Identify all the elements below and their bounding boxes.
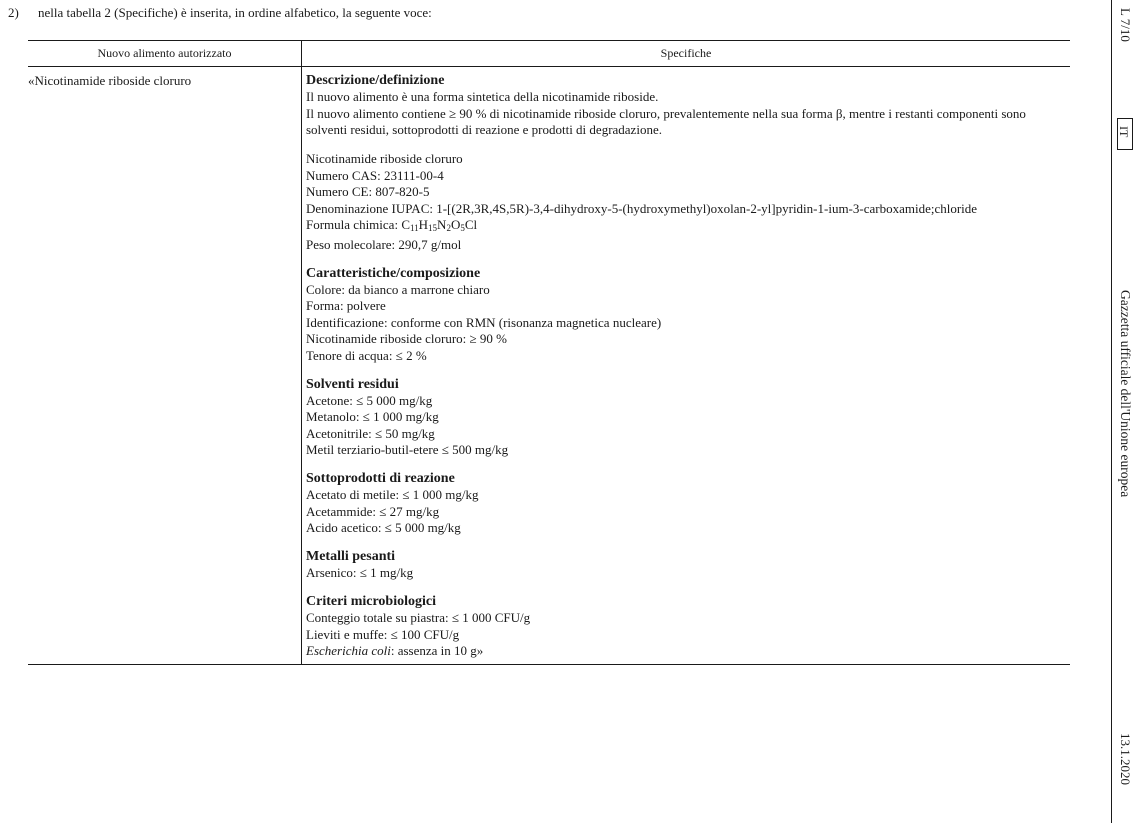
section-solventi bbox=[306, 377, 1070, 459]
formula-el: C bbox=[401, 217, 410, 232]
language-code: IT bbox=[1117, 126, 1131, 138]
spec-line: Tenore di acqua: ≤ 2 % bbox=[306, 347, 427, 363]
spec-line: Acido acetico: ≤ 5 000 mg/kg bbox=[306, 520, 461, 535]
specifications-cell bbox=[306, 73, 1070, 660]
page-reference: L 7/10 bbox=[1118, 8, 1133, 42]
spec-line: Conteggio totale su piastra: ≤ 1 000 CFU/g bbox=[306, 610, 531, 625]
section-title: Sottoprodotti di reazione bbox=[306, 471, 455, 486]
item-number: 2) bbox=[8, 5, 19, 20]
table-column-divider bbox=[301, 40, 302, 665]
header-novel-food: Nuovo alimento autorizzato bbox=[97, 46, 232, 60]
table-top-rule bbox=[28, 40, 1070, 41]
spec-line: Acetammide: ≤ 27 mg/kg bbox=[306, 503, 440, 519]
section-title: Caratteristiche/composizione bbox=[306, 265, 481, 281]
spec-line: Denominazione IUPAC: 1-[(2R,3R,4S,5R)-3,4-dihydroxy-5-(hydroxymethyl)oxolan-2-yl]pyridin-1-ium-3-carboxamide;chloride bbox=[306, 200, 978, 216]
section-sottoprodotti bbox=[306, 471, 1070, 537]
formula-sub: 2 bbox=[446, 223, 451, 233]
ecoli-line bbox=[306, 643, 1070, 660]
formula-el: O bbox=[450, 217, 461, 232]
spec-line: Metil terziario-butil-etere ≤ 500 mg/kg bbox=[306, 442, 509, 457]
spec-line: Metanolo: ≤ 1 000 mg/kg bbox=[306, 409, 439, 424]
journal-title: Gazzetta ufficiale dell'Unione europea bbox=[1118, 290, 1133, 498]
formula-sub: 5 bbox=[460, 223, 465, 233]
intro-text: nella tabella 2 (Specifiche) è inserita, in ordine alfabetico, la seguente voce: bbox=[38, 5, 432, 20]
section-descrizione bbox=[306, 73, 1070, 139]
table-bottom-rule bbox=[28, 664, 1070, 665]
section-title: Solventi residui bbox=[306, 376, 399, 392]
spec-line: Nicotinamide riboside cloruro bbox=[306, 151, 463, 166]
spec-line: Arsenico: ≤ 1 mg/kg bbox=[306, 565, 414, 580]
header-specifications: Specifiche bbox=[660, 46, 712, 60]
spec-line: Il nuovo alimento contiene ≥ 90 % di nicotinamide riboside cloruro, prevalentemente nella sua forma β, mentre i restanti componenti sono solventi residui, sottoprodotti di reazione e prodotti di degradazione. bbox=[306, 105, 1026, 137]
formula-el: Cl bbox=[464, 217, 478, 232]
spec-line: Colore: da bianco a marrone chiaro bbox=[306, 281, 490, 297]
spec-line: Acetonitrile: ≤ 50 mg/kg bbox=[306, 425, 435, 441]
section-title: Descrizione/definizione bbox=[306, 73, 445, 88]
section-caratteristiche bbox=[306, 266, 1070, 365]
formula-sub: 11 bbox=[409, 223, 419, 233]
formula-sub: 15 bbox=[428, 223, 438, 233]
spec-line: Nicotinamide riboside cloruro: ≥ 90 % bbox=[306, 331, 508, 346]
spec-line: Acetato di metile: ≤ 1 000 mg/kg bbox=[306, 487, 479, 502]
spec-line: Forma: polvere bbox=[306, 298, 386, 313]
section-identita bbox=[306, 151, 1070, 253]
publication-date: 13.1.2020 bbox=[1118, 733, 1133, 785]
spec-line: Lieviti e muffe: ≤ 100 CFU/g bbox=[306, 626, 460, 642]
chemical-formula-line bbox=[306, 217, 1070, 237]
intro-paragraph bbox=[8, 5, 432, 21]
section-title: Metalli pesanti bbox=[306, 549, 396, 564]
formula-label: Formula chimica: bbox=[306, 217, 402, 232]
spec-line: Peso molecolare: 290,7 g/mol bbox=[306, 236, 462, 252]
section-title: Criteri microbiologici bbox=[306, 594, 436, 609]
table-header-rule bbox=[28, 66, 1070, 67]
section-microbiologici bbox=[306, 594, 1070, 660]
ecoli-criterion: : assenza in 10 g» bbox=[390, 643, 484, 658]
section-metalli bbox=[306, 549, 1070, 582]
spec-line: Numero CAS: 23111-00-4 bbox=[306, 167, 444, 183]
language-badge bbox=[1117, 118, 1133, 150]
formula-el: N bbox=[437, 217, 447, 232]
spec-line: Acetone: ≤ 5 000 mg/kg bbox=[306, 392, 433, 408]
ecoli-name: Escherichia coli bbox=[306, 643, 391, 658]
sidebar-rule bbox=[1111, 0, 1112, 823]
spec-line: Identificazione: conforme con RMN (risonanza magnetica nucleare) bbox=[306, 314, 662, 330]
formula-el: H bbox=[418, 217, 429, 232]
spec-line: Il nuovo alimento è una forma sintetica della nicotinamide riboside. bbox=[306, 89, 659, 104]
spec-line: Numero CE: 807-820-5 bbox=[306, 184, 430, 199]
food-name-cell: «Nicotinamide riboside cloruro bbox=[28, 73, 192, 88]
